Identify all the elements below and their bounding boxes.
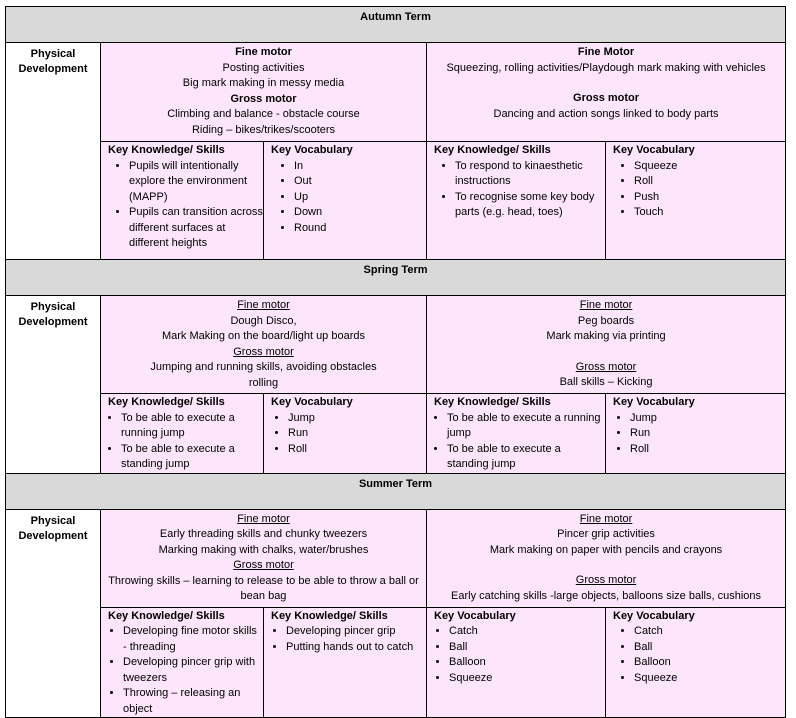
summer-left-key-knowledge (101, 607, 264, 718)
list-item: • Ball (634, 640, 785, 656)
list-item: • Pupils can transition across different surfaces at different heights (129, 205, 263, 252)
spring-right-key-knowledge (427, 394, 606, 474)
list-item: • Putting hands out to catch (286, 640, 426, 656)
spring-left-fine-line: Mark Making on the board/light up boards (161, 330, 365, 342)
spring-right-activities (427, 296, 786, 394)
summer-right-key-vocabulary (606, 607, 786, 718)
autumn-left-activities (101, 43, 427, 142)
spring-area-label: Physical Development (6, 296, 101, 474)
list-item: • Up (294, 190, 426, 206)
list-item: • Balloon (634, 655, 785, 671)
list-item: • Squeeze (634, 159, 785, 175)
list-item: • Catch (634, 624, 785, 640)
summer-term-header: Summer Term (6, 473, 786, 509)
list-item: • Down (294, 205, 426, 221)
spring-term-header: Spring Term (6, 260, 786, 296)
autumn-right-key-vocabulary (606, 142, 786, 260)
spring-right-gross-heading: Gross motor (575, 360, 637, 373)
list-item: • Developing fine motor skills - threading (123, 624, 263, 655)
list-item: • Balloon (449, 655, 605, 671)
summer-left-gross-line: Throwing skills – learning to release to be able to throw a ball or bean bag (108, 574, 419, 602)
spring-left-kv-heading: Key Vocabulary (271, 396, 353, 408)
autumn-left-gross-line: Riding – bikes/trikes/scooters (191, 123, 336, 136)
list-item: • To recognise some key body parts (e.g. head, toes) (455, 190, 605, 221)
list-item: • Developing pincer grip with tweezers (123, 655, 263, 686)
list-item: • Roll (630, 442, 785, 458)
summer-left-fine-line: Marking making with chalks, water/brushes (158, 543, 369, 556)
autumn-left-fine-line: Big mark making in messy media (182, 77, 345, 89)
summer-right-kv-heading: Key Vocabulary (613, 609, 695, 622)
spring-left-gross-heading: Gross motor (233, 345, 294, 358)
spring-right-fine-line: Mark making via printing (546, 330, 666, 342)
autumn-right-kv-heading: Key Vocabulary (613, 144, 695, 156)
spring-left-key-knowledge (101, 394, 264, 474)
summer-right-fine-heading: Fine motor (579, 512, 633, 525)
list-item: • Run (630, 426, 785, 442)
spring-right-kv-heading: Key Vocabulary (613, 396, 695, 408)
list-item: • Developing pincer grip (286, 624, 426, 640)
list-item: • Squeeze (449, 671, 605, 687)
autumn-area-label: Physical Development (6, 43, 101, 260)
summer-right-fine-line: Mark making on paper with pencils and crayons (489, 543, 723, 556)
list-item: • In (294, 159, 426, 175)
autumn-right-gross-heading: Gross motor (573, 92, 640, 104)
autumn-left-kk-heading: Key Knowledge/ Skills (108, 144, 225, 156)
summer-left-gross-heading: Gross motor (233, 559, 294, 571)
list-item: • Roll (634, 174, 785, 190)
spring-left-kk-heading: Key Knowledge/ Skills (108, 396, 225, 408)
list-item: • To be able to execute a running jump (121, 411, 263, 442)
list-item: • Jump (630, 411, 785, 427)
list-item: • To be able to execute a running jump (447, 411, 605, 442)
list-item: • Catch (449, 624, 605, 640)
list-item: • Ball (449, 640, 605, 656)
autumn-left-kv-heading: Key Vocabulary (271, 144, 353, 156)
list-item: • Jump (288, 411, 426, 427)
list-item: • To respond to kinaesthetic instructions (455, 159, 605, 190)
spring-left-fine-line: Dough Disco, (230, 314, 297, 327)
autumn-right-kk-heading: Key Knowledge/ Skills (434, 144, 551, 156)
autumn-right-fine-heading: Fine Motor (577, 46, 635, 58)
list-item: • Squeeze (634, 671, 785, 687)
spring-right-fine-heading: Fine motor (579, 299, 633, 311)
spring-right-kk-heading: Key Knowledge/ Skills (434, 396, 551, 408)
spring-right-fine-line: Peg boards (577, 314, 635, 327)
autumn-left-gross-line: Climbing and balance - obstacle course (167, 108, 360, 120)
curriculum-table (5, 6, 786, 718)
summer-left-key-vocabulary (264, 607, 427, 718)
autumn-left-gross-heading: Gross motor (230, 92, 297, 105)
autumn-right-activities (427, 43, 786, 142)
summer-right-gross-heading: Gross motor (575, 574, 637, 586)
autumn-left-fine-heading: Fine motor (235, 46, 292, 58)
summer-left-kv-heading: Key Knowledge/ Skills (271, 609, 388, 622)
summer-area-label: Physical Development (6, 509, 101, 718)
list-item: • Out (294, 174, 426, 190)
spring-left-activities (101, 296, 427, 394)
autumn-right-gross-line: Dancing and action songs linked to body parts (493, 107, 719, 120)
autumn-left-key-vocabulary (264, 142, 427, 260)
autumn-right-fine-line: Squeezing, rolling activities/Playdough mark making with vehicles (446, 61, 766, 74)
list-item: • To be able to execute a standing jump (121, 442, 263, 473)
summer-right-fine-line: Pincer grip activities (557, 528, 655, 540)
summer-left-fine-line: Early threading skills and chunky tweezers (159, 528, 368, 540)
spring-right-gross-line: Ball skills – Kicking (559, 376, 653, 388)
autumn-left-key-knowledge (101, 142, 264, 260)
summer-right-kk-heading: Key Vocabulary (434, 609, 516, 622)
spring-left-gross-line: Jumping and running skills, avoiding obstacles rolling (150, 361, 377, 389)
list-item: • Pupils will intentionally explore the environment (MAPP) (129, 159, 263, 206)
summer-left-activities (101, 509, 427, 607)
spring-left-key-vocabulary (264, 394, 427, 474)
list-item: • To be able to execute a standing jump (447, 442, 605, 473)
list-item: • Run (288, 426, 426, 442)
summer-right-key-knowledge (427, 607, 606, 718)
spring-right-key-vocabulary (606, 394, 786, 474)
summer-right-gross-line: Early catching skills -large objects, balloons size balls, cushions (451, 589, 762, 602)
summer-left-kk-heading: Key Knowledge/ Skills (108, 609, 225, 622)
list-item: • Push (634, 190, 785, 206)
list-item: • Touch (634, 205, 785, 221)
list-item: • Round (294, 221, 426, 237)
summer-right-activities (427, 509, 786, 607)
spring-left-fine-heading: Fine motor (237, 299, 290, 311)
autumn-left-fine-line: Posting activities (222, 61, 305, 74)
summer-left-fine-heading: Fine motor (237, 512, 290, 525)
list-item: • Throwing – releasing an object (123, 686, 263, 717)
autumn-term-header: Autumn Term (6, 7, 786, 43)
autumn-right-key-knowledge (427, 142, 606, 260)
list-item: • Roll (288, 442, 426, 458)
